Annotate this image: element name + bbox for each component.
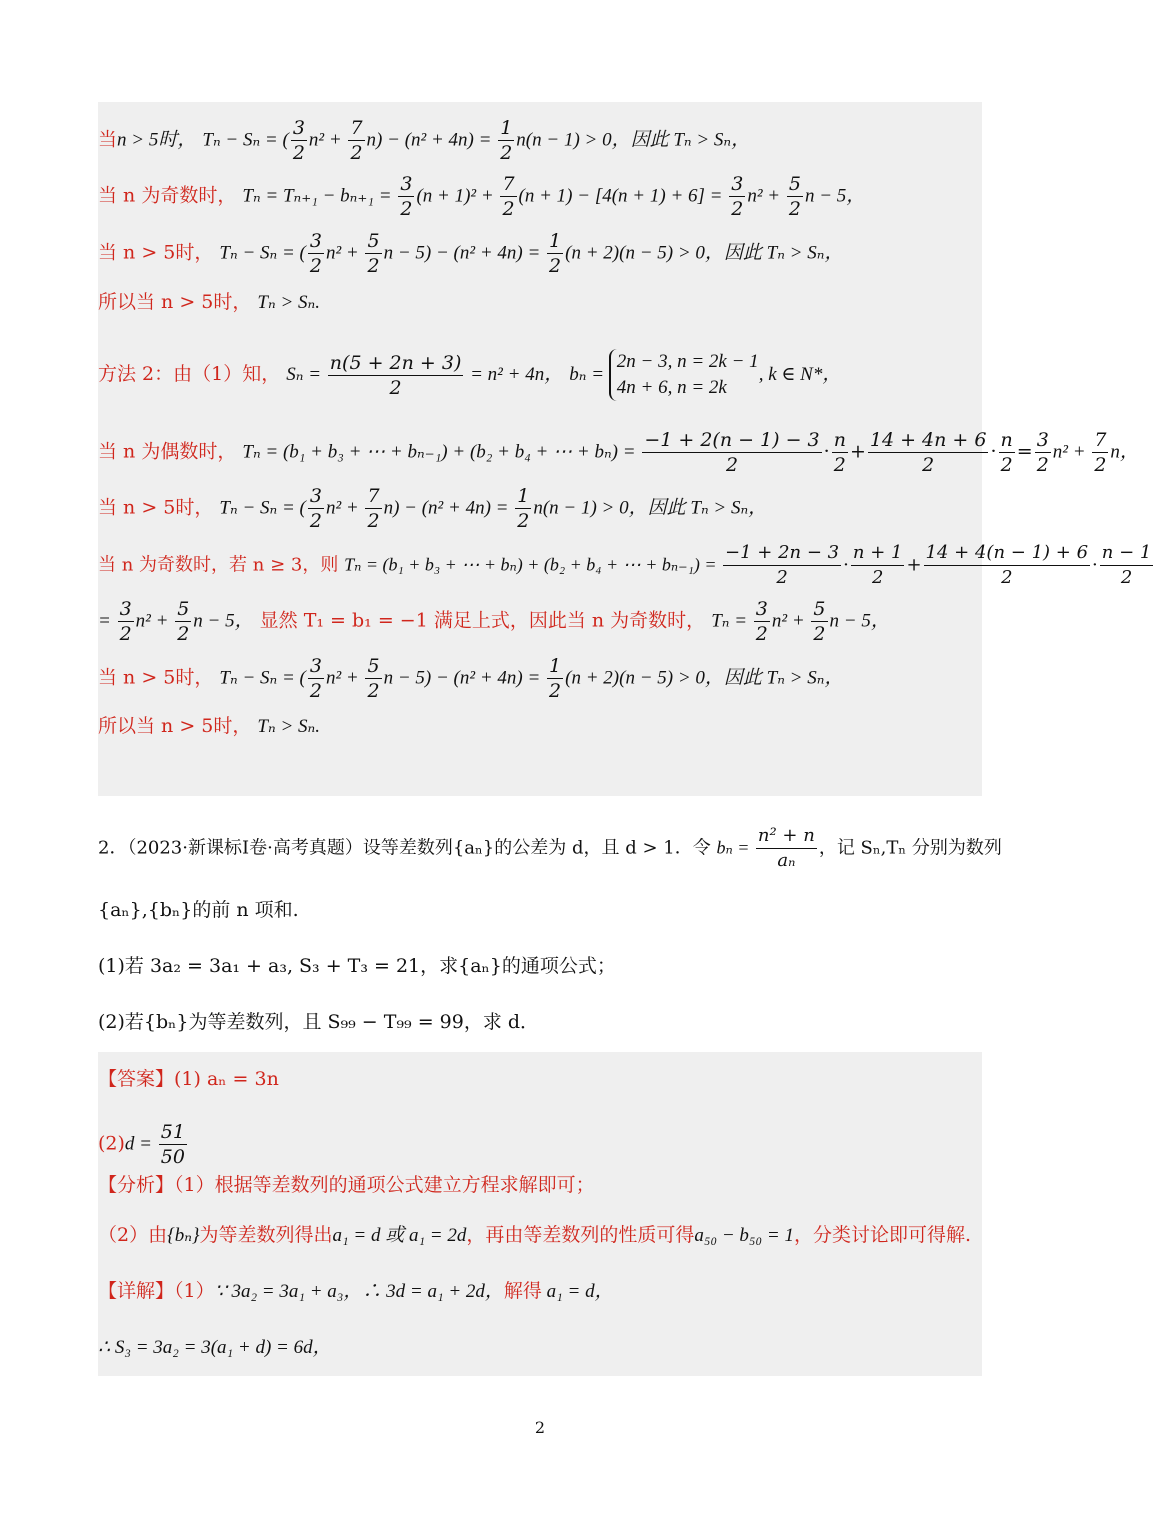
answer-line-2: (2)d = $\frac{51}{50}$ [98,1121,185,1168]
analysis-line-1: 【分析】（1）根据等差数列的通项公式建立方程求解即可； [98,1174,595,1196]
detail-line-1: 【详解】（1）∵ 3a₂ = 3a₁ + a₃，∴ 3d = a₁ + 2d，解得 a₁ = d， [98,1280,614,1302]
solution-box-bottom [98,1052,982,1376]
solution-line-3: 当 n > 5时， Tₙ − Sₙ = ( $\frac{3}{2}$ n² + $\frac{5}{2}$ n − 5) − (n² + 4n) = $\frac{1}{2}$ (n + 2)(n − 5) > 0，因此 Tₙ > Sₙ， [98,230,844,277]
solution-line-11: 所以当 n > 5时， Tₙ > Sₙ. [98,715,320,737]
solution-line-10: 当 n > 5时， Tₙ − Sₙ = ( $\frac{3}{2}$ n² + $\frac{5}{2}$ n − 5) − (n² + 4n) = $\frac{1}{2}$ (n + 2)(n − 5) > 0，因此 Tₙ > Sₙ， [98,655,844,702]
solution-line-4: 所以当 n > 5时， Tₙ > Sₙ. [98,291,320,313]
solution-line-6: 当 n 为偶数时， Tₙ = (b₁ + b₃ + ⋯ + bₙ₋₁) + (b₂ + b₄ + ⋯ + bₙ) = $\frac{-1 + 2(n - 1) - 3}{2}$ · $\frac{n}{2}$ + $\frac{14 + 4n + 6}{2}$ · $\frac{n}{2}$ = $\frac{3}{2}$ n² + $\frac{7}{2}$ n， [98,429,1139,476]
question-2: (2)若{bₙ}为等差数列，且 S₉₉ − T₉₉ = 99，求 d． [98,1011,540,1033]
solution-line-7: 当 n > 5时， Tₙ − Sₙ = ( $\frac{3}{2}$ n² + $\frac{7}{2}$ n) − (n² + 4n) = $\frac{1}{2}$ n(n − 1) > 0，因此 Tₙ > Sₙ， [98,485,768,532]
question-1: (1)若 3a₂ = 3a₁ + a₃, S₃ + T₃ = 21，求{aₙ}的通项公式； [98,955,616,977]
piecewise-brace: 2n − 3, n = 2k − 1 4n + 6, n = 2k [609,349,759,401]
page-number: 2 [534,1418,546,1437]
detail-line-2: ∴ S₃ = 3a₂ = 3(a₁ + d) = 6d， [98,1337,332,1358]
problem-stem: 2．（2023·新课标I卷·高考真题）设等差数列{aₙ}的公差为 d，且 d > 1．令 bₙ = $\frac{\text{n² + n}}{\text{aₙ}}$ ，记 Sₙ,Tₙ 分别为数列 [98,825,1002,871]
problem-stem-continued: {aₙ},{bₙ}的前 n 项和. [98,899,299,921]
solution-line-1: 当n > 5时， Tₙ − Sₙ = ( $\frac{3}{2}$ n² + $\frac{7}{2}$ n) − (n² + 4n) = $\frac{1}{2}$ n(n − 1) > 0，因此 Tₙ > Sₙ， [98,117,751,164]
solution-line-9: = $\frac{3}{2}$ n² + $\frac{5}{2}$ n − 5， 显然 T₁ = b₁ = −1 满足上式，因此当 n 为奇数时， Tₙ = $\frac{3}{2}$ n² + $\frac{5}{2}$ n − 5， [98,598,890,645]
method-2-line: 方法 2：由（1）知， Sₙ = $\frac{n(5 + 2n + 3)}{2}$ = n² + 4n， bₙ = 2n − 3, n = 2k − 1 4n + 6, n = 2k , k ∈ N*， [98,348,841,401]
solution-line-8: 当 n 为奇数时，若 n ≥ 3，则 Tₙ = (b₁ + b₃ + ⋯ + bₙ) + (b₂ + b₄ + ⋯ + bₙ₋₁) = $\frac{-1 + 2n - 3}{2}$ · $\frac{n + 1}{2}$ + $\frac{14 + 4(n - 1) + 6}{2}$ · $\frac{n - 1}{2}$ [98,542,1152,588]
solution-line-2: 当 n 为奇数时， Tₙ = Tₙ₊₁ − bₙ₊₁ = $\frac{3}{2}$ (n + 1)² + $\frac{7}{2}$ (n + 1) − [4(n + 1) + 6] = $\frac{3}{2}$ n² + $\frac{5}{2}$ n − 5， [98,173,866,220]
answer-line-1: 【答案】(1) aₙ = 3n [98,1068,279,1090]
analysis-line-2: （2）由{bₙ}为等差数列得出a₁ = d 或 a₁ = 2d，再由等差数列的性质可得a₅₀ − b₅₀ = 1，分类讨论即可得解. [98,1224,972,1246]
